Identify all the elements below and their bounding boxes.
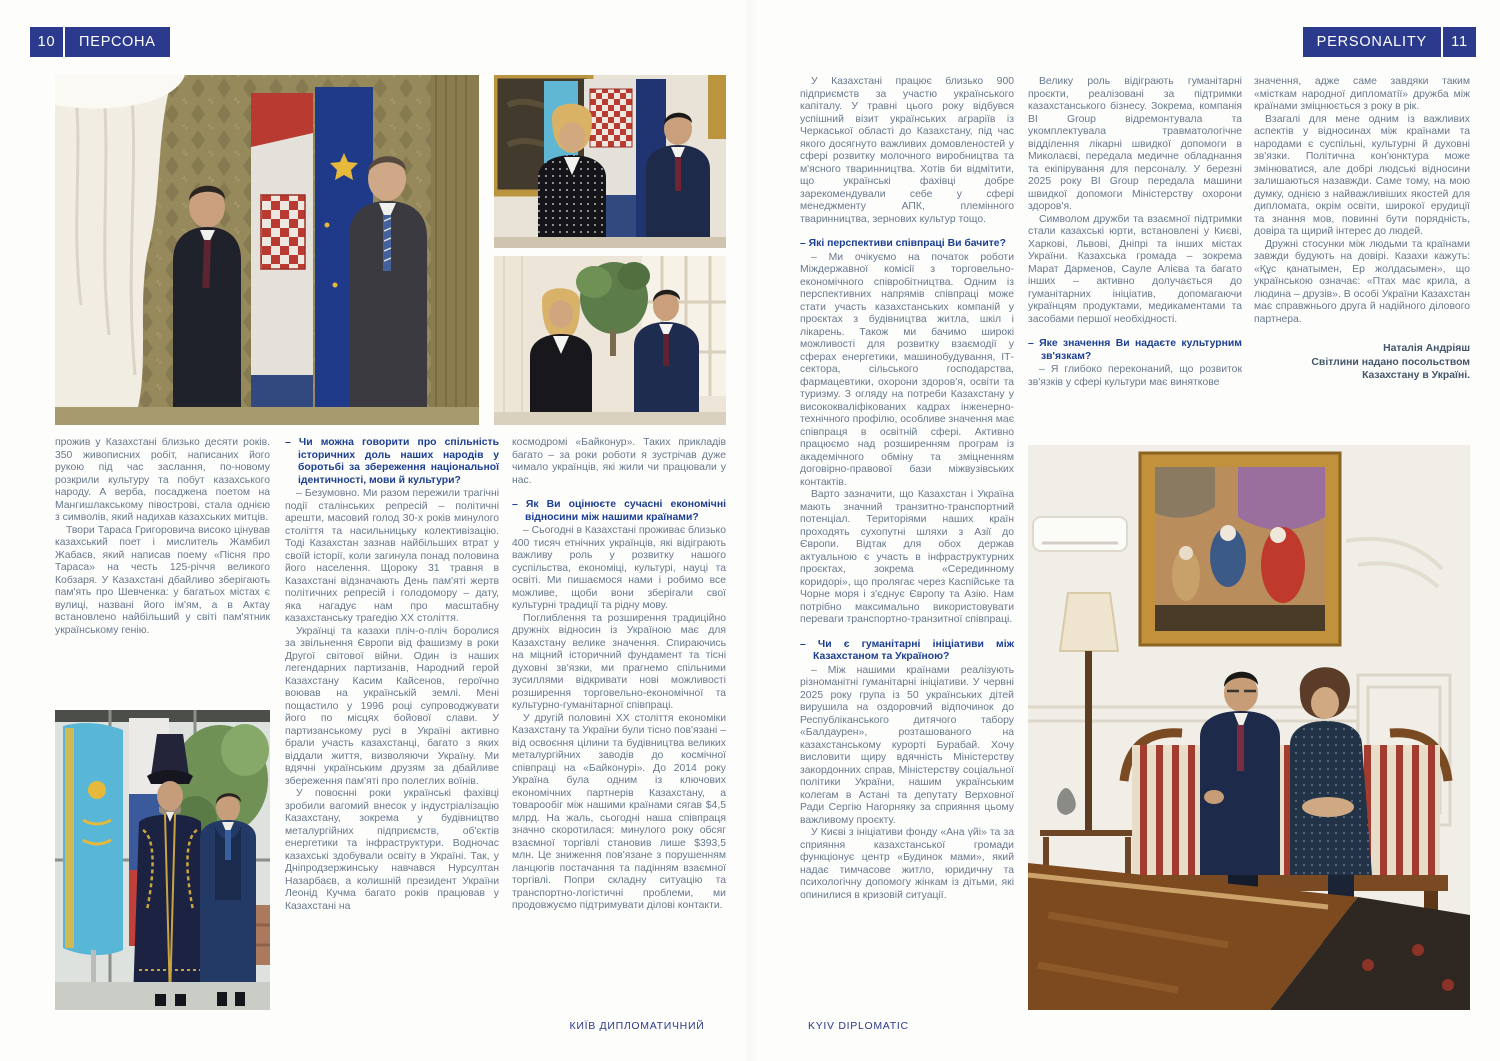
interview-question: – Чи є гуманітарні ініціативи між Казахстаном та Україною? — [800, 638, 1014, 662]
article-paragraph: Символом дружби та взаємної підтримки стали казахські юрти, встановлені у Києві, Харкові, Львові, Дніпрі та інших містах України. Казахська громада – зокрема Марат Дарменов, Сауле Алієва та багато інших – активно долучається до гуманітарних ініціатив, допомагаючи українцям продуктами, медикаментами та засобами першої необхідності. — [1028, 213, 1242, 325]
left-section-label: ПЕРСОНА — [65, 27, 170, 57]
interview-answer: – Сьогодні в Казахстані проживає близько 400 тисяч етнічних українців, які відіграють важливу роль у розвитку нашого суспільства, економіці, культурі, науці та освіті. Ми пишаємося нами і робимо все можливе, щоби вони зберігали свої культурні традиції та рідну мову. — [512, 525, 726, 611]
photo-slovakia-president-illustration — [494, 256, 726, 425]
article-paragraph: Дружні стосунки між людьми та країнами завжди будують на довірі. Казахи кажуть: «Құс қанатымен, Ер жолдасымен», що українською означає: «Птах має крила, а людина – друзів». В особі України Казахстан має справжнього друга й надійного ділового партнера. — [1254, 238, 1470, 325]
article-paragraph: У Казахстані працює близько 900 підприємств за участю українського капіталу. У травні цього року відбувся успішний візит українських аграріїв із Черкаської області до Казахстану, під час якого досягнуто важливих домовленостей у сфері розвитку молочного виробництва та м'ясного тваринництва. Хотів би відмітити, що українські фахівці добре зарекомендували себе у сфері менеджменту АПК, племінного тваринництва, зернових культур тощо. — [800, 76, 1014, 225]
article-paragraph: Варто зазначити, що Казахстан і Україна мають значний транзитно-транспортний потенціал. Територіями наших країн проходять сухопутні шляхи з Азії до Європи. Відтак для обох держав актуальною є участь в інфраструктурних проєктах, зокрема «Серединному коридорі», що пролягає через Каспійське та Чорне моря і з'єднує Європу та Азію. Нам потрібно максимально використовувати переваги транспортно-транзитної співпраці. — [800, 489, 1014, 625]
photo-kazakh-costume — [55, 710, 270, 1010]
photo-credit-line: Світлини надано посольством — [1311, 356, 1470, 368]
right-page-number: 11 — [1443, 27, 1476, 57]
article-paragraph: Велику роль відіграють гуманітарні проєкти, реалізовані за підтримки казахстанського бізнесу. Зокрема, компанія BI Group відремонтувала та укомплектувала травматологічне відділення лікарні швидкої допомоги в Миколаєві, передала медичне обладнання та екіпірування для персоналу. У березні 2025 року BI Group передала машини швидкої допомоги Міністерству охорони здоров'я. — [1028, 76, 1242, 212]
left-footer-title: КИЇВ ДИПЛОМАТИЧНИЙ — [569, 1020, 705, 1032]
photo-credit-line: Казахстану в Україні. — [1362, 370, 1470, 381]
photo-embassy-couple — [1028, 445, 1470, 1010]
photo-croatia-president — [494, 75, 726, 248]
interview-answer: – Безумовно. Ми разом пережили трагічні події сталінських репресій – політичні арешти, масовий голод 30-х років минулого століття та насильницьку колективізацію. Тоді Казахстан зазнав найбільших втрат у своїй історії, коли загинула понад половина його населення. Щороку 31 травня в Казахстані відзначають День пам'яті жертв політичних репресій і голодомору – дату, яка нагадує нам про масштабну казахстанську трагедію ХХ століття. — [285, 488, 499, 624]
article-paragraph: космодромі «Байконур». Таких прикладів багато – за роки роботи я зустрічав дуже чимало українців, які жили чи працювали у нас. — [512, 437, 726, 486]
article-paragraph: значення, адже саме завдяки таким «місткам народної дипломатії» дружба між країнами зміцнюється з року в рік. — [1254, 76, 1470, 112]
article-column-2 — [285, 437, 499, 1013]
photo-croatia-president-illustration — [494, 75, 726, 248]
article-column-1 — [55, 437, 270, 705]
article-column-4 — [800, 76, 1014, 1015]
interview-question: – Як Ви оцінюєте сучасні економічні відносини між нашими країнами? — [512, 499, 726, 523]
article-paragraph: У другій половині ХХ століття економіки Казахстану та України були тісно пов'язані – від освоєння цілини та будівництва великих металургійних заводів до космічної співпраці на «Байконурі». До 2014 року Україна була одним із ключових економічних партнерів Казахстану, а товарообіг між нашими країнами сягав $4,5 млрд. На жаль, сьогодні наша співпраця значно скоротилася: минулого року обсяг взаємної торгівлі становив лише $393,5 млн. Це зниження пов'язане з порушенням ланцюгів постачання та падінням взаємної торгівлі. Попри складну ситуацію та транспортно-логістичні проблеми, ми продовжуємо підтримувати ділові контакти. — [512, 712, 726, 911]
article-paragraph: Поглиблення та розширення традиційно дружніх відносин із Україною має для Казахстану велике значення. Спираючись на міцний історичний фундамент та тісні духовні зв'язки, ми прагнемо спільними зусиллями відкривати нові можливості розширення торговельно-економічної та культурно-гуманітарної співпраці. — [512, 612, 726, 711]
photo-croatia-meeting-illustration — [55, 75, 479, 425]
interview-question: – Яке значення Ви надаєте культурним зв'язкам? — [1028, 338, 1242, 362]
right-section-label: PERSONALITY — [1303, 27, 1441, 57]
left-page-number: 10 — [30, 27, 63, 57]
article-paragraph: У повоєнні роки українські фахівці зробили вагомий внесок у індустріалізацію Казахстану, зокрема у будівництво металургійних підприємств, об'єктів енергетики та інфраструктури. Водночас казахські здобували освіту в Україні. Так, у Дніпродзержинську навчався Нурсултан Назарбаєв, а колишній президент України Леонід Кучма багато років працював у Казахстані на — [285, 788, 499, 912]
right-footer-title: KYIV DIPLOMATIC — [808, 1020, 909, 1032]
photo-embassy-couple-illustration — [1028, 445, 1470, 1010]
author-name: Наталія Андріяш — [1383, 343, 1470, 354]
article-column-3 — [512, 437, 726, 1013]
article-paragraph: Твори Тараса Григоровича високо цінував казахський поет і мислитель Жамбил Жабаєв, який написав поему «Пісня про Тараса» на честь 125-річчя великого Кобзаря. У Казахстані дбайливо зберігають пам'ять про Шевченка: у багатьох містах є вулиці, названі його ім'ям, а в Актау встановлено найбільший у світі пам'ятник українському генію. — [55, 524, 270, 636]
article-signature — [1254, 342, 1470, 383]
article-paragraph: У Києві з ініціативи фонду «Ана үйі» та за сприяння казахстанської громади функціонує центр «Будинок мами», який надає тимчасове житло, юридичну та психологічну допомогу жінкам із дітьми, які опинилися в кризовій ситуації. — [800, 827, 1014, 901]
interview-question: – Чи можна говорити про спільність історичних доль наших народів у боротьбі за збереження національної ідентичності, мови й культури? — [285, 437, 499, 486]
photo-slovakia-president — [494, 256, 726, 425]
article-column-6 — [1254, 76, 1470, 438]
left-page-header — [30, 27, 170, 57]
interview-answer: – Ми очікуємо на початок роботи Міждержавної комісії з торговельно-економічного співробітництва. Одним із перспективних напрямів співпраці може стати участь казахстанських компаній у проєктах з будівництва житла, шкіл і лікарень. Також ми бачимо широкі можливості для розвитку взаємодії у сферах енергетики, машинобудування, ІТ-сектора, сільського господарства, фармацевтики, охорони здоров'я, освіти та туризму. З огляду на потреби Казахстану у висококваліфікованих кадрах інженерно-технічного профілю, особливе значення має співпраця в освітній сфері. Активно працюємо над розширенням програм із академічного обміну та зміцненням договірно-правової бази міжвузівських контактів. — [800, 251, 1014, 488]
photo-kazakh-costume-illustration — [55, 710, 270, 1010]
article-column-5 — [1028, 76, 1242, 438]
right-page-header — [1303, 27, 1476, 57]
interview-question: – Які перспективи співпраці Ви бачите? — [800, 238, 1006, 249]
interview-answer: – Я глибоко переконаний, що розвиток зв'язків у сфері культури має виняткове — [1028, 364, 1242, 388]
article-paragraph: Взагалі для мене одним із важливих аспектів у відносинах між країнами та народами є суспільні, культурні й духовні зв'язки. Політична кон'юнктура може змінюватися, але добрі людські відносини залишаються назавжди. Саме тому, на мою думку, однією з найважливіших якостей для дипломата, окрім освіти, широкої ерудиції та знання мов, повинні бути порядність, довіра та щирий інтерес до людей. — [1254, 113, 1470, 237]
article-paragraph: Українці та казахи пліч-о-пліч боролися за звільнення Європи від фашизму в роки Другої світової війни. Один із наших легендарних партизанів, Народний герой Казахстану Касим Кайсенов, героїчно воював на українській землі. Мені пощастило у 1996 році супроводжувати його по місцях бойової слави. У партизанському русі в Україні активно брали участь казахстанці, багато з яких віддали життя, визволяючи Україну. Ми вдячні українським друзям за дбайливе збереження пам'яті про полеглих воїнів. — [285, 625, 499, 787]
article-paragraph: прожив у Казахстані близько десяти років. 350 живописних робіт, написаних його рукою під час заслання, по-новому розкрили культуру та побут казахського народу. А верба, посаджена поетом на Мангишлакському півострові, стала однією з символів, який надихав казахських митців. — [55, 437, 270, 523]
interview-answer: – Між нашими країнами реалізують різноманітні гуманітарні ініціативи. У червні 2025 року група із 50 українських дітей вирушила на оздоровчий відпочинок до Республіканського дитячого табору «Балдаурен», розташованого на казахстанському курорті Бурабай. Хочу висловити щиру вдячність Міністерству закордонних справ, Міністерству соціальної політики України, нашим українським колегам в Астані та депутату Верховної Ради Сергію Нагорняку за сприяння цьому важливому проєкту. — [800, 664, 1014, 826]
photo-croatia-meeting — [55, 75, 479, 425]
